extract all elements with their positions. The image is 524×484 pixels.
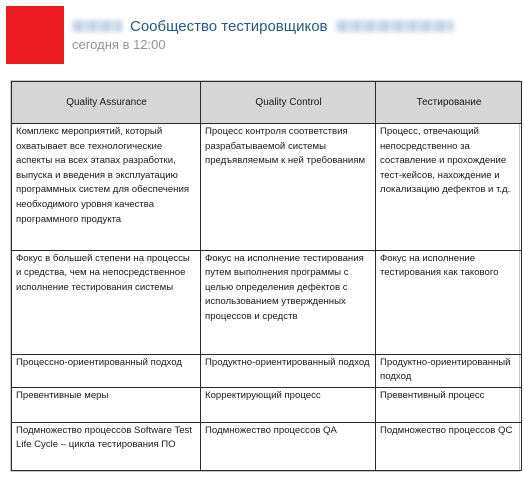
group-avatar[interactable] bbox=[6, 6, 64, 64]
post-header bbox=[0, 0, 524, 64]
table-row bbox=[12, 422, 522, 470]
redacted-text-right bbox=[336, 20, 454, 32]
group-name-link[interactable]: Сообщество тестировщиков bbox=[130, 17, 328, 35]
table-cell: Фокус в большей степени на процессы и средства, чем на непосредственное исполнение тестирования системы bbox=[12, 250, 201, 354]
redacted-text-left bbox=[72, 20, 122, 32]
table-cell: Подмножество процессов QA bbox=[201, 422, 376, 470]
header-quality-control: Quality Control bbox=[201, 82, 376, 124]
table-cell: Продуктно-ориентированный подход bbox=[376, 354, 522, 387]
header-quality-assurance: Quality Assurance bbox=[12, 82, 201, 124]
table-cell: Процесс, отвечающий непосредственно за составление и прохождение тест-кейсов, нахождение и локализацию дефектов и т.д. bbox=[376, 124, 522, 251]
table-cell: Подмножество процессов QC bbox=[376, 422, 522, 470]
table-cell: Фокус на исполнение тестирования путем выполнения программы с целью определения дефектов с использованием утвержденных процессов и средств bbox=[201, 250, 376, 354]
table-cell: Превентивный процесс bbox=[376, 387, 522, 422]
table-cell: Продуктно-ориентированный подход bbox=[201, 354, 376, 387]
post-title-row bbox=[72, 16, 454, 36]
table-row bbox=[12, 124, 522, 251]
comparison-table bbox=[11, 81, 522, 471]
comparison-table-image[interactable] bbox=[10, 80, 520, 472]
table-cell: Корректирующий процесс bbox=[201, 387, 376, 422]
table-cell: Превентивные меры bbox=[12, 387, 201, 422]
table-header-row bbox=[12, 82, 522, 124]
table-cell: Комплекс мероприятий, который охватывает все технологические аспекты на всех этапах разработки, выпуска и введения в эксплуатацию программных систем для обеспечения необходимого уровня качества программного продукта bbox=[12, 124, 201, 251]
table-row bbox=[12, 387, 522, 422]
table-row bbox=[12, 250, 522, 354]
table-row bbox=[12, 354, 522, 387]
table-cell: Процессно-ориентированный подход bbox=[12, 354, 201, 387]
table-cell: Фокус на исполнение тестирования как такового bbox=[376, 250, 522, 354]
table-cell: Подмножество процессов Software Test Life Cycle – цикла тестирования ПО bbox=[12, 422, 201, 470]
table-cell: Процесс контроля соответствия разрабатываемой системы предъявляемым к ней требованиям bbox=[201, 124, 376, 251]
post-timestamp[interactable]: сегодня в 12:00 bbox=[72, 37, 166, 52]
header-testing: Тестирование bbox=[376, 82, 522, 124]
